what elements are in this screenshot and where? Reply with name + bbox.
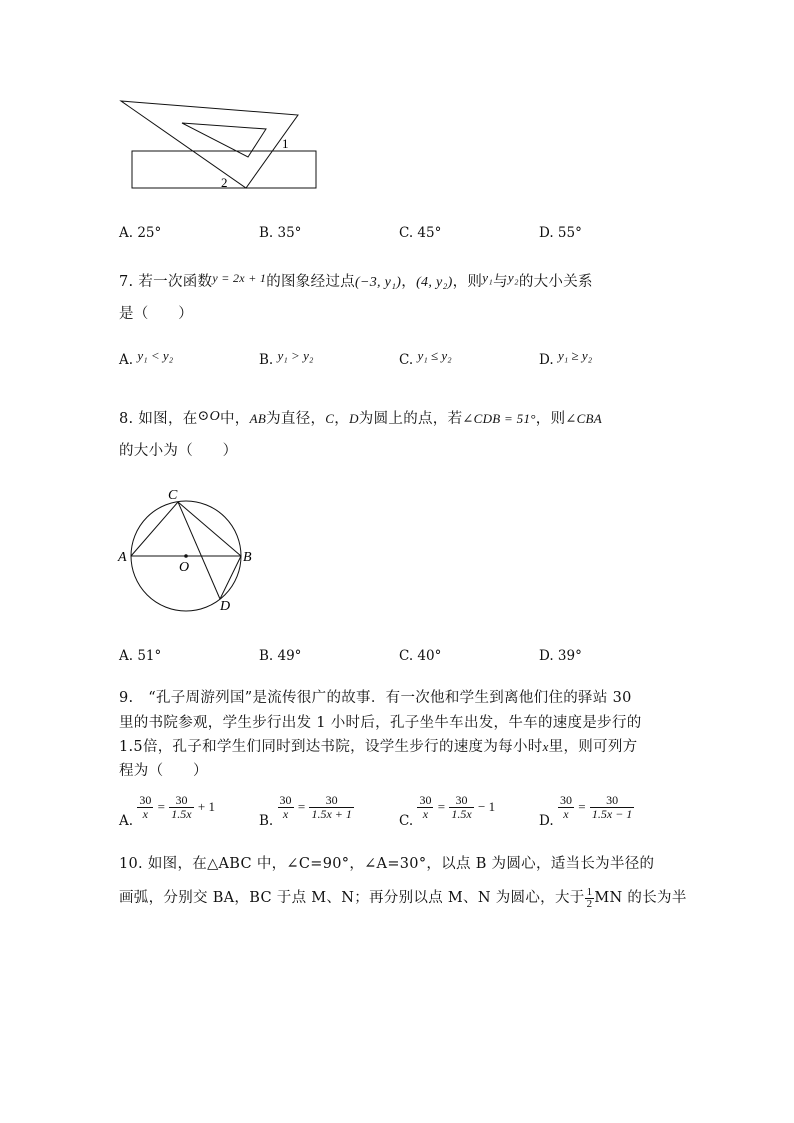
q9-c-frac2 xyxy=(449,794,473,821)
q10-half-frac xyxy=(585,887,595,910)
q9-option-a-label: A. xyxy=(119,813,134,829)
q8-part4: 为圆上的点，若 xyxy=(358,411,463,427)
q9-b-frac2 xyxy=(309,794,353,821)
q9-option-d[interactable] xyxy=(539,794,634,829)
q9-stem-line4: 程为（ ） xyxy=(119,763,208,779)
q7-option-d[interactable] xyxy=(539,348,592,368)
q8-ab: AB xyxy=(249,411,267,426)
label-c: C xyxy=(168,488,178,503)
q7-option-b-expr: y₁ > y₂ xyxy=(277,348,314,363)
q8-stem-line2: 的大小为（ ） xyxy=(119,443,238,459)
q9-b-den2: 1.5x + 1 xyxy=(311,807,352,821)
q7-y2: y₂ xyxy=(507,270,519,285)
q7-middle: 的图象经过点 xyxy=(266,274,356,290)
chord-cd xyxy=(178,502,220,599)
q9-b-frac1 xyxy=(278,794,294,821)
q7-then: ，则 xyxy=(452,274,483,290)
q9-c-eq: = xyxy=(437,799,446,814)
q10-half-num: 1 xyxy=(586,885,593,898)
q9-line3a: 1.5倍，孔子和学生们同时到达书院，设学生步行的速度为每小时 xyxy=(119,739,543,755)
q7-option-a-expr: y₁ < y₂ xyxy=(137,348,174,363)
chord-db xyxy=(220,556,241,599)
q9-option-c-label: C. xyxy=(399,813,414,829)
q7-stem-line1 xyxy=(119,270,593,291)
q9-b-den1: x xyxy=(282,807,289,821)
label-o: O xyxy=(179,560,190,575)
q10-line2a: 画弧，分别交 BA，BC 于点 M、N；再分别以点 M、N 为圆心，大于 xyxy=(119,890,585,906)
q9-option-d-label: D. xyxy=(539,813,554,829)
q8-d: D xyxy=(349,411,359,426)
q9-d-den1: x xyxy=(563,807,569,821)
q9-stem-line3 xyxy=(119,735,637,756)
q9-a-num2: 30 xyxy=(169,794,193,808)
q9-stem-line2: 里的书院参观，学生步行出发 1 小时后，孔子坐牛车出发，牛车的速度是步行的 xyxy=(119,715,642,731)
center-point xyxy=(184,554,188,558)
q7-option-b[interactable] xyxy=(259,348,313,368)
q8-option-c[interactable]: C. 40° xyxy=(399,648,442,664)
q8-option-a[interactable]: A. 51° xyxy=(119,648,162,664)
q9-d-den2: 1.5x − 1 xyxy=(591,807,633,821)
q7-point1: (−3, y₁) xyxy=(355,275,402,290)
q9-b-eq: = xyxy=(297,799,306,814)
q7-option-a[interactable] xyxy=(119,348,173,368)
triangle-ruler-figure xyxy=(110,95,330,195)
q9-var-x: x xyxy=(542,739,549,754)
q9-d-frac2 xyxy=(590,794,634,821)
angle-label-2: 2 xyxy=(221,175,228,190)
circle-figure xyxy=(112,482,262,617)
q9-a-frac2 xyxy=(169,794,193,821)
q9-c-frac1 xyxy=(417,794,433,821)
q8-option-b[interactable]: B. 49° xyxy=(259,648,302,664)
q9-c-tail: − 1 xyxy=(478,799,496,814)
q7-option-d-expr: y₁ ≥ y₂ xyxy=(557,348,593,363)
q8-comma: ， xyxy=(334,411,350,427)
q9-option-b[interactable] xyxy=(259,794,354,829)
q7-option-c-label: C. xyxy=(399,352,414,368)
q8-condition: ∠CDB = 51° xyxy=(462,411,536,426)
q9-option-b-label: B. xyxy=(259,813,274,829)
q8-part3: 为直径， xyxy=(266,411,326,427)
q9-d-num1: 30 xyxy=(559,793,572,807)
triangle-outer xyxy=(121,101,298,188)
q9-a-den1: x xyxy=(142,807,148,821)
q7-option-c-expr: y₁ ≤ y₂ xyxy=(417,348,452,363)
q9-b-num2: 30 xyxy=(309,794,353,808)
q9-a-num1: 30 xyxy=(139,793,152,807)
q7-prefix: 7. 若一次函数 xyxy=(119,274,213,290)
q7-stem-line2: 是（ ） xyxy=(119,306,193,322)
q10-half-den: 2 xyxy=(586,897,593,910)
q9-option-c[interactable] xyxy=(399,794,495,829)
q9-d-eq: = xyxy=(578,799,586,814)
q9-d-frac1 xyxy=(558,794,574,821)
q6-option-b[interactable]: B. 35° xyxy=(259,225,302,241)
q8-stem-line1 xyxy=(119,407,602,428)
q10-stem-line1: 10. 如图，在△ABC 中，∠C=90°，∠A=30°，以点 B 为圆心，适当长为半径的 xyxy=(119,856,655,872)
q7-option-a-label: A. xyxy=(119,352,134,368)
q10-line2b: MN 的长为半 xyxy=(594,890,687,906)
q9-a-eq: = xyxy=(157,799,165,814)
chord-cb xyxy=(178,502,241,556)
angle-label-1: 1 xyxy=(282,136,289,151)
q8-circle-o: ⊙O xyxy=(197,409,220,424)
q8-option-d[interactable]: D. 39° xyxy=(539,648,582,664)
q9-c-den1: x xyxy=(422,807,429,821)
q7-option-b-label: B. xyxy=(259,352,274,368)
q9-c-den2: 1.5x xyxy=(451,807,472,821)
label-b: B xyxy=(243,550,252,565)
q8-part5: ，则 xyxy=(535,411,566,427)
q9-option-a[interactable] xyxy=(119,794,215,829)
q9-a-frac1 xyxy=(137,794,153,821)
q9-b-num1: 30 xyxy=(279,793,292,807)
q7-option-d-label: D. xyxy=(539,352,554,368)
q7-function: y = 2x + 1 xyxy=(212,271,267,285)
q10-stem-line2 xyxy=(119,886,687,910)
label-d: D xyxy=(220,599,231,614)
q9-c-num2: 30 xyxy=(449,794,473,808)
q9-stem-line1: 9. “孔子周游列国”是流传很广的故事．有一次他和学生到离他们住的驿站 30 xyxy=(119,690,632,706)
q7-sep: ， xyxy=(401,274,417,290)
label-a: A xyxy=(118,550,127,565)
q6-option-d[interactable]: D. 55° xyxy=(539,225,582,241)
q9-a-tail: + 1 xyxy=(197,799,215,814)
q9-d-num2: 30 xyxy=(590,794,634,808)
q7-option-c[interactable] xyxy=(399,348,452,368)
q7-and: 与 xyxy=(493,274,508,290)
q9-c-num1: 30 xyxy=(419,793,432,807)
q9-a-den2: 1.5x xyxy=(171,807,192,821)
q8-prefix: 8. 如图，在 xyxy=(119,411,198,427)
q7-y1: y₁ xyxy=(482,270,494,285)
q7-tail: 的大小关系 xyxy=(518,274,593,290)
q8-ask: ∠CBA xyxy=(565,411,603,426)
q6-option-c[interactable]: C. 45° xyxy=(399,225,442,241)
q6-option-a[interactable]: A. 25° xyxy=(119,225,162,241)
q8-part2: 中， xyxy=(220,411,250,427)
q8-c: C xyxy=(325,411,335,426)
q7-point2: (4, y₂) xyxy=(416,275,453,290)
q9-line3b: 里，则可列方 xyxy=(548,739,638,755)
